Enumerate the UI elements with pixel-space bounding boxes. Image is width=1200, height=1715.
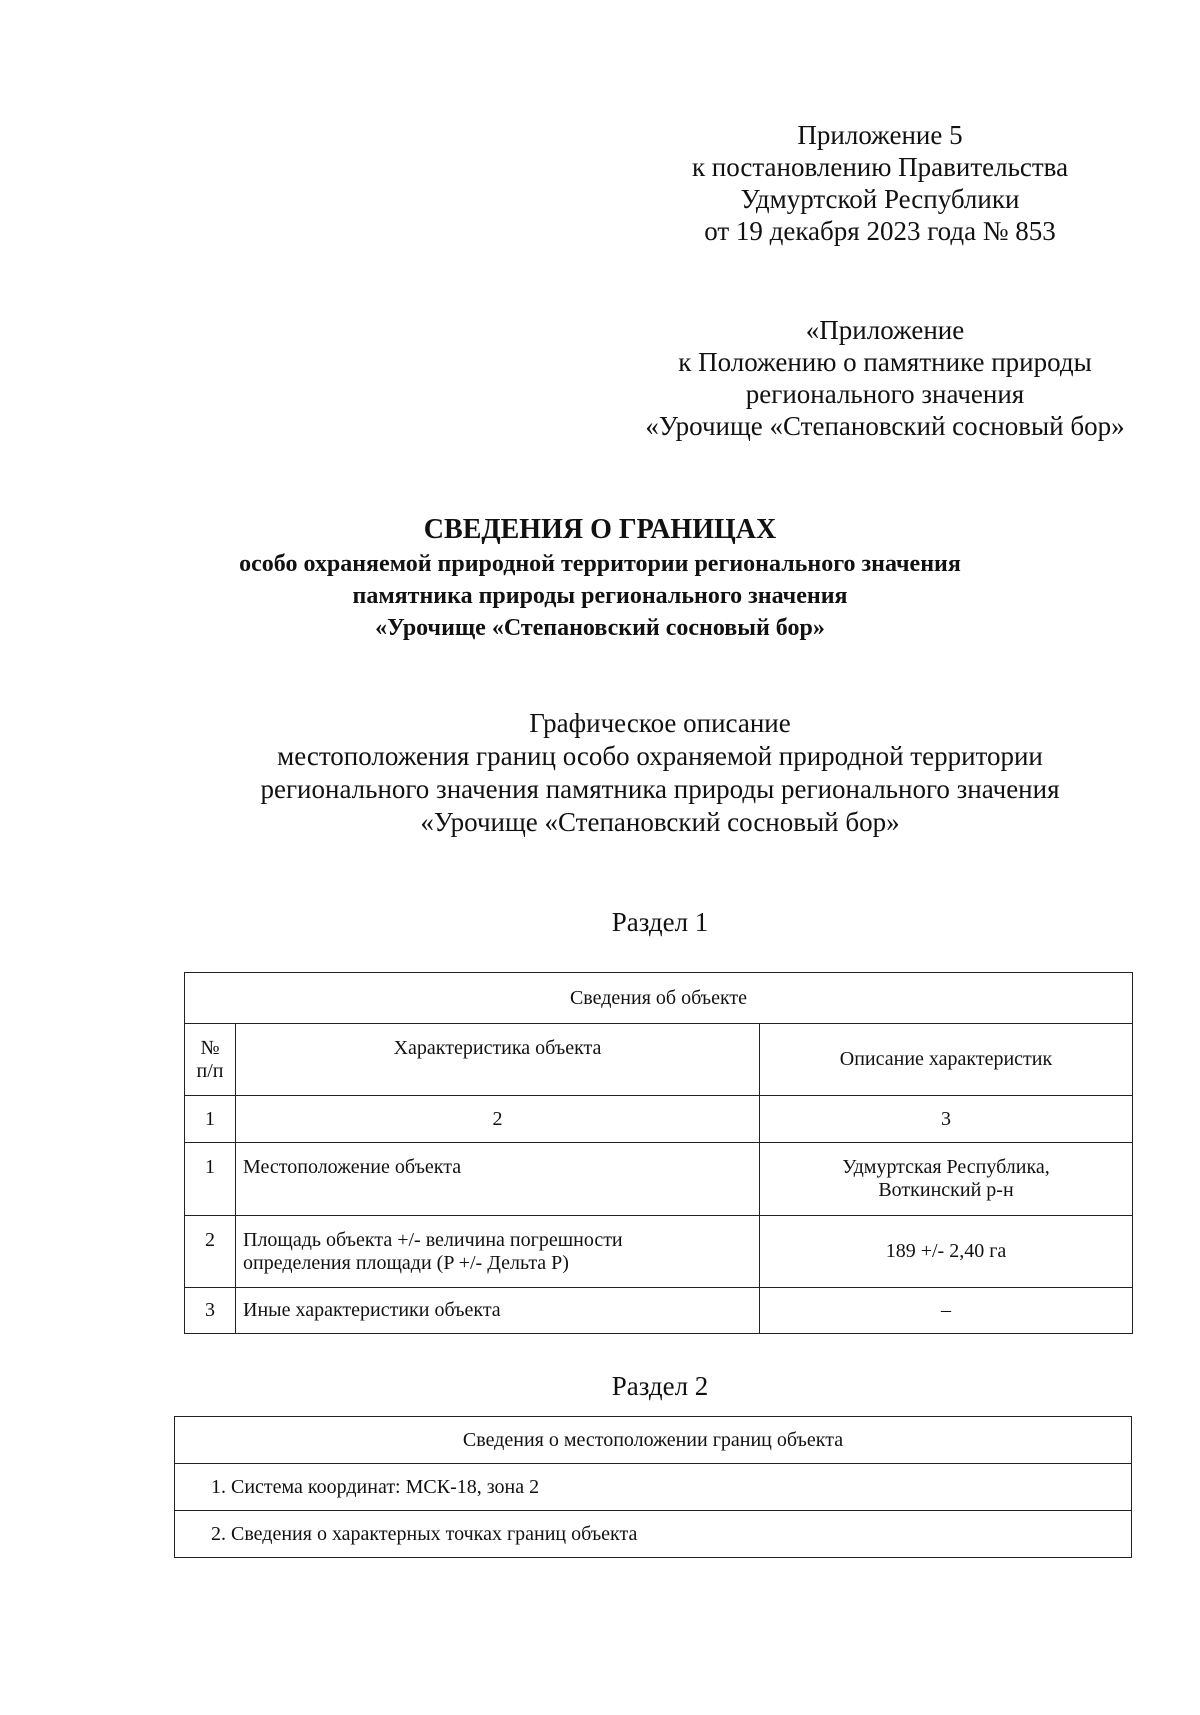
header-number — [185, 1024, 236, 1096]
title-line: «Урочище «Степановский сосновый бор» — [375, 615, 825, 641]
row-characteristic: Местоположение объекта — [236, 1143, 760, 1216]
list-item: 1. Система координат: МСК-18, зона 2 — [175, 1464, 1132, 1511]
table-title: Сведения о местоположении границ объекта — [175, 1417, 1132, 1464]
row-characteristic — [236, 1216, 760, 1288]
row-number: 1 — [185, 1143, 236, 1216]
table-row — [185, 1288, 1133, 1334]
appendix-header — [650, 119, 1110, 247]
document-title — [150, 512, 1050, 644]
table-row — [175, 1464, 1132, 1511]
graphic-line: местоположения границ особо охраняемой природной территории — [277, 741, 1043, 771]
header-number-symbol: № — [200, 1036, 220, 1059]
appendix-line: Удмуртской Республики — [740, 184, 1020, 214]
row-number: 2 — [185, 1216, 236, 1288]
boundary-location-table — [174, 1416, 1132, 1558]
title-main: СВЕДЕНИЯ О ГРАНИЦАХ — [423, 514, 777, 545]
graphic-description — [150, 707, 1170, 839]
appendix-line: от 19 декабря 2023 года № 853 — [704, 216, 1056, 246]
appendix-line: Приложение 5 — [797, 120, 963, 150]
row-number: 3 — [185, 1288, 236, 1334]
appendix-line: к Положению о памятнике природы — [678, 347, 1092, 377]
index-cell: 1 — [185, 1096, 236, 1143]
row-characteristic-line: Площадь объекта +/- величина погрешности — [243, 1228, 623, 1251]
graphic-line: Графическое описание — [529, 708, 791, 738]
appendix-line: «Приложение — [805, 315, 965, 345]
row-description-line: Удмуртская Республика, — [842, 1156, 1050, 1178]
header-description: Описание характеристик — [760, 1024, 1133, 1096]
object-info-table — [184, 972, 1133, 1334]
graphic-line: «Урочище «Степановский сосновый бор» — [420, 807, 900, 837]
title-line: памятника природы регионального значения — [352, 583, 848, 609]
header-number-label: п/п — [196, 1059, 224, 1082]
row-description: 189 +/- 2,40 га — [760, 1216, 1133, 1288]
appendix-line: к постановлению Правительства — [691, 152, 1069, 182]
section-2-title: Раздел 2 — [611, 1371, 709, 1401]
table-title: Сведения об объекте — [185, 973, 1133, 1024]
section-1-title: Раздел 1 — [611, 907, 709, 937]
table-row — [185, 1216, 1133, 1288]
row-characteristic: Иные характеристики объекта — [236, 1288, 760, 1334]
index-cell: 3 — [760, 1096, 1133, 1143]
table-row — [185, 1096, 1133, 1143]
title-line: особо охраняемой природной территории регионального значения — [239, 551, 961, 577]
appendix-line: регионального значения — [745, 379, 1025, 409]
graphic-line: регионального значения памятника природы регионального значения — [260, 774, 1060, 804]
appendix-line: «Урочище «Степановский сосновый бор» — [645, 411, 1125, 441]
row-description: – — [760, 1288, 1133, 1334]
list-item: 2. Сведения о характерных точках границ объекта — [175, 1511, 1132, 1558]
index-cell: 2 — [236, 1096, 760, 1143]
regulation-appendix-header — [575, 314, 1195, 442]
row-description-line: Воткинский р-н — [878, 1179, 1014, 1201]
table-row — [175, 1511, 1132, 1558]
header-characteristic: Характеристика объекта — [236, 1024, 760, 1096]
table-row — [185, 1143, 1133, 1216]
row-description — [760, 1143, 1133, 1216]
row-characteristic-line: определения площади (P +/- Дельта P) — [243, 1251, 569, 1274]
